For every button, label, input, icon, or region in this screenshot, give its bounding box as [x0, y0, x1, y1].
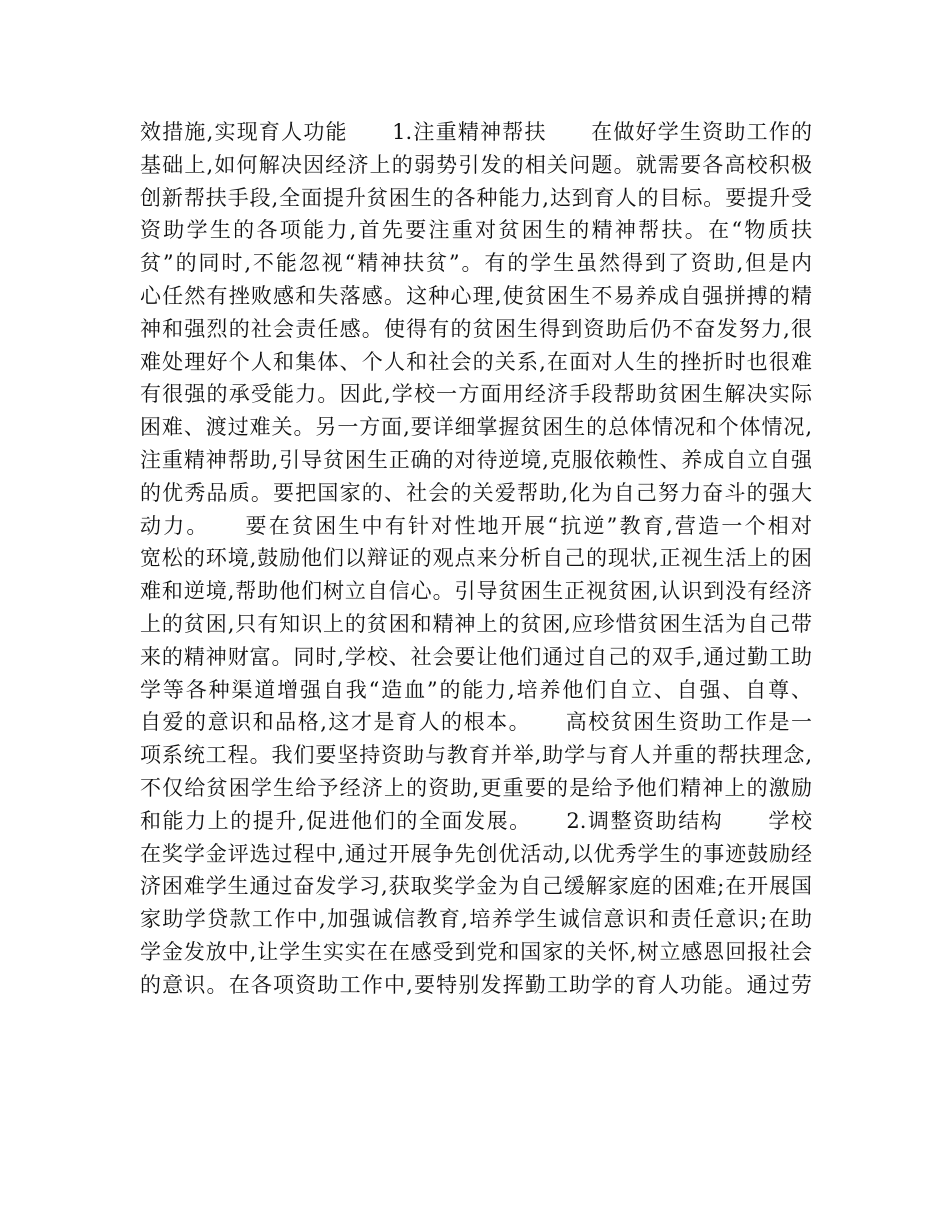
text-line: 自爱的意识和品格,这才是育人的根本。 高校贫困生资助工作是一: [140, 710, 812, 735]
text-line: 项系统工程。我们要坚持资助与教育并举,助学与育人并重的帮扶理念,: [140, 743, 812, 768]
text-line: 上的贫困,只有知识上的贫困和精神上的贫困,应珍惜贫困生活为自己带: [140, 611, 812, 636]
text-line: 在奖学金评选过程中,通过开展争先创优活动,以优秀学生的事迹鼓励经: [140, 841, 812, 866]
text-line: 学等各种渠道增强自我“造血”的能力,培养他们自立、自强、自尊、: [140, 677, 812, 702]
text-line: 不仅给贫困学生给予经济上的资助,更重要的是给予他们精神上的激励: [140, 775, 812, 800]
text-line: 动力。 要在贫困生中有针对性地开展“抗逆”教育,营造一个相对: [140, 513, 812, 538]
body-text: [140, 116, 812, 1002]
text-line: 心任然有挫败感和失落感。这种心理,使贫困生不易养成自强拼搏的精: [140, 283, 812, 308]
text-line: 来的精神财富。同时,学校、社会要让他们通过自己的双手,通过勤工助: [140, 644, 812, 669]
text-line: 有很强的承受能力。因此,学校一方面用经济手段帮助贫困生解决实际: [140, 382, 812, 407]
text-line: 难处理好个人和集体、个人和社会的关系,在面对人生的挫折时也很难: [140, 349, 812, 374]
text-line: 神和强烈的社会责任感。使得有的贫困生得到资助后仍不奋发努力,很: [140, 316, 812, 341]
text-line: 的意识。在各项资助工作中,要特别发挥勤工助学的育人功能。通过劳: [140, 972, 812, 997]
text-line: 贫”的同时,不能忽视“精神扶贫”。有的学生虽然得到了资助,但是内: [140, 251, 812, 276]
text-line: 学金发放中,让学生实实在在感受到党和国家的关怀,树立感恩回报社会: [140, 939, 812, 964]
text-line: 家助学贷款工作中,加强诚信教育,培养学生诚信意识和责任意识;在助: [140, 907, 812, 932]
text-line: 资助学生的各项能力,首先要注重对贫困生的精神帮扶。在“物质扶: [140, 218, 812, 243]
text-line: 难和逆境,帮助他们树立自信心。引导贫困生正视贫困,认识到没有经济: [140, 579, 812, 604]
text-line: 效措施,实现育人功能 1.注重精神帮扶 在做好学生资助工作的: [140, 120, 812, 144]
text-line: 基础上,如何解决因经济上的弱势引发的相关问题。就需要各高校积极: [140, 152, 812, 177]
text-line: 济困难学生通过奋发学习,获取奖学金为自己缓解家庭的困难;在开展国: [140, 874, 812, 899]
text-line: 宽松的环境,鼓励他们以辩证的观点来分析自己的现状,正视生活上的困: [140, 546, 812, 571]
text-line: 和能力上的提升,促进他们的全面发展。 2.调整资助结构 学校: [140, 808, 812, 833]
text-line: 注重精神帮助,引导贫困生正确的对待逆境,克服依赖性、养成自立自强: [140, 447, 812, 472]
text-line: 困难、渡过难关。另一方面,要详细掌握贫困生的总体情况和个体情况,: [140, 415, 812, 440]
text-line: 创新帮扶手段,全面提升贫困生的各种能力,达到育人的目标。要提升受: [140, 185, 812, 210]
text-line: 的优秀品质。要把国家的、社会的关爱帮助,化为自己努力奋斗的强大: [140, 480, 812, 505]
